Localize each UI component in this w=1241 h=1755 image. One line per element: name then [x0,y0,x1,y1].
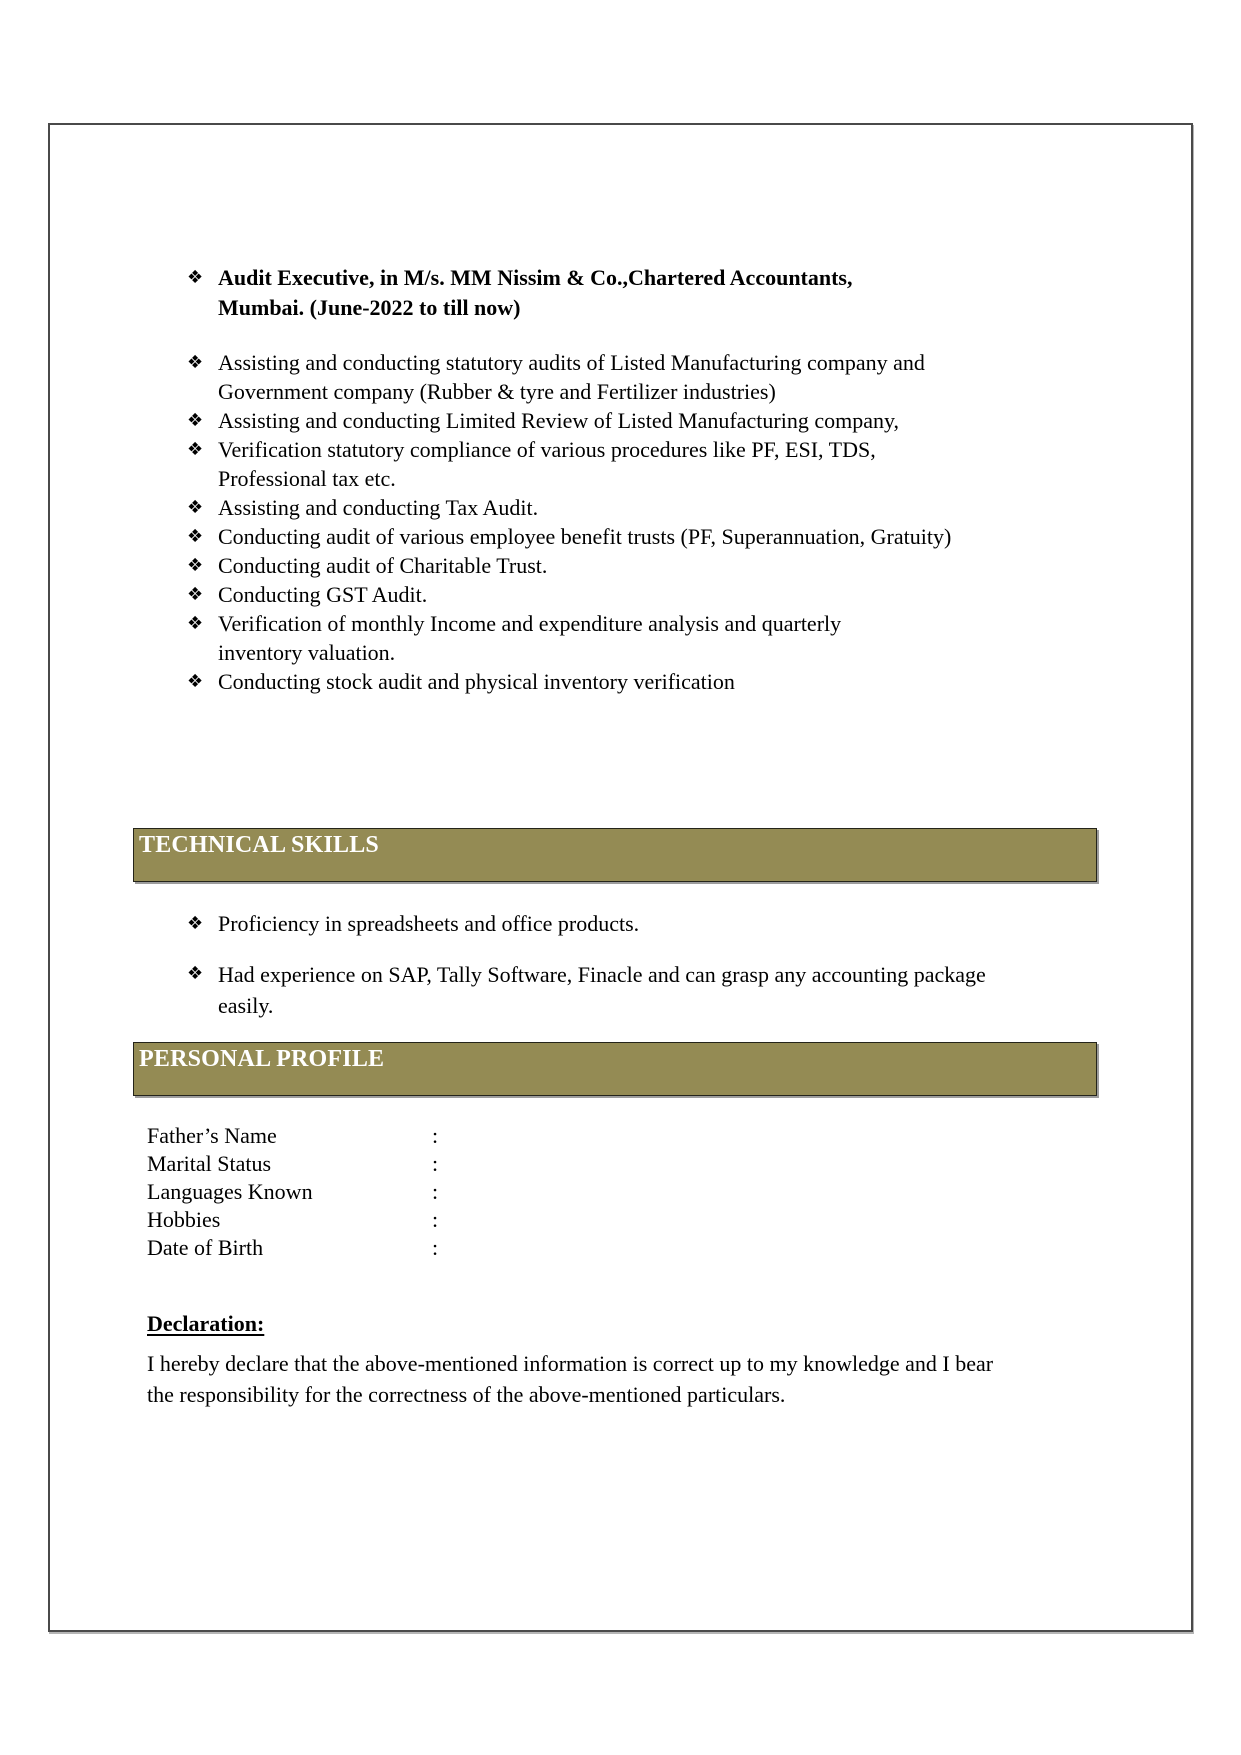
list-item [187,348,1147,406]
field-separator: : [432,1151,439,1176]
diamond-bullet-icon: ❖ [187,963,204,984]
list-item [187,406,1147,435]
list-item-line: Assisting and conducting statutory audits of Listed Manufacturing company and [218,350,925,375]
list-item [187,959,1087,1021]
list-item-line: Conducting stock audit and physical inventory verification [218,669,735,694]
experience-heading-text [218,263,1127,323]
list-item [187,522,1147,551]
field-separator: : [432,1235,439,1260]
list-item-line: Assisting and conducting Tax Audit. [218,495,539,520]
experience-list [187,348,1147,696]
personal-profile-fields [147,1122,452,1262]
field-separator: : [432,1179,439,1204]
diamond-bullet-icon: ❖ [187,671,204,692]
list-item-line: Had experience on SAP, Tally Software, Finacle and can grasp any accounting package [218,962,986,987]
declaration-line: I hereby declare that the above-mentioned information is correct up to my knowledge and I bear [147,1351,994,1376]
diamond-bullet-icon: ❖ [187,410,204,431]
diamond-bullet-icon: ❖ [187,913,204,934]
diamond-bullet-icon: ❖ [187,267,204,288]
list-item-line: Conducting audit of Charitable Trust. [218,553,548,578]
list-item-line: Assisting and conducting Limited Review of Listed Manufacturing company, [218,408,900,433]
diamond-bullet-icon: ❖ [187,497,204,518]
declaration-line: the responsibility for the correctness of the above-mentioned particulars. [147,1382,786,1407]
list-item-line: Conducting GST Audit. [218,582,428,607]
experience-heading [187,263,1127,323]
field-separator: : [432,1123,439,1148]
field-label: Marital Status [147,1151,272,1176]
field-label: Languages Known [147,1179,313,1204]
section-header-personal-profile [133,1042,1097,1096]
list-item-line: Proficiency in spreadsheets and office products. [218,911,640,936]
list-item-line: Verification of monthly Income and expenditure analysis and quarterly [218,611,842,636]
profile-field-row [147,1234,452,1262]
diamond-bullet-icon: ❖ [187,352,204,373]
section-header-label: TECHNICAL SKILLS [139,832,379,858]
diamond-bullet-icon: ❖ [187,526,204,547]
section-header-technical-skills [133,828,1097,882]
diamond-bullet-icon: ❖ [187,613,204,634]
list-item [187,551,1147,580]
declaration-heading: Declaration: [147,1311,265,1336]
list-item-line: easily. [218,993,274,1018]
list-item-line: Verification statutory compliance of various procedures like PF, ESI, TDS, [218,437,876,462]
list-item-line: Professional tax etc. [218,466,396,491]
field-separator: : [432,1207,439,1232]
field-label: Hobbies [147,1207,221,1232]
profile-field-row [147,1122,452,1150]
experience-heading-line: Audit Executive, in M/s. MM Nissim & Co.,Chartered Accountants, [218,265,853,290]
profile-field-row [147,1150,452,1178]
profile-field-row [147,1206,452,1234]
profile-field-row [147,1178,452,1206]
list-item-line: Government company (Rubber & tyre and Fertilizer industries) [218,379,776,404]
field-label: Date of Birth [147,1235,264,1260]
document-page [48,123,1193,1632]
list-item [187,493,1147,522]
diamond-bullet-icon: ❖ [187,584,204,605]
list-item [187,609,1147,667]
section-header-label: PERSONAL PROFILE [139,1046,385,1072]
list-item [187,667,1147,696]
field-label: Father’s Name [147,1123,277,1148]
declaration-text [147,1348,1102,1410]
list-item-line: Conducting audit of various employee benefit trusts (PF, Superannuation, Gratuity) [218,524,952,549]
list-item-line: inventory valuation. [218,640,396,665]
experience-heading-line: Mumbai. (June-2022 to till now) [218,295,521,320]
technical-skills-list [187,909,1087,1021]
diamond-bullet-icon: ❖ [187,555,204,576]
list-item [187,580,1147,609]
list-item [187,435,1147,493]
diamond-bullet-icon: ❖ [187,439,204,460]
list-item [187,909,1087,939]
